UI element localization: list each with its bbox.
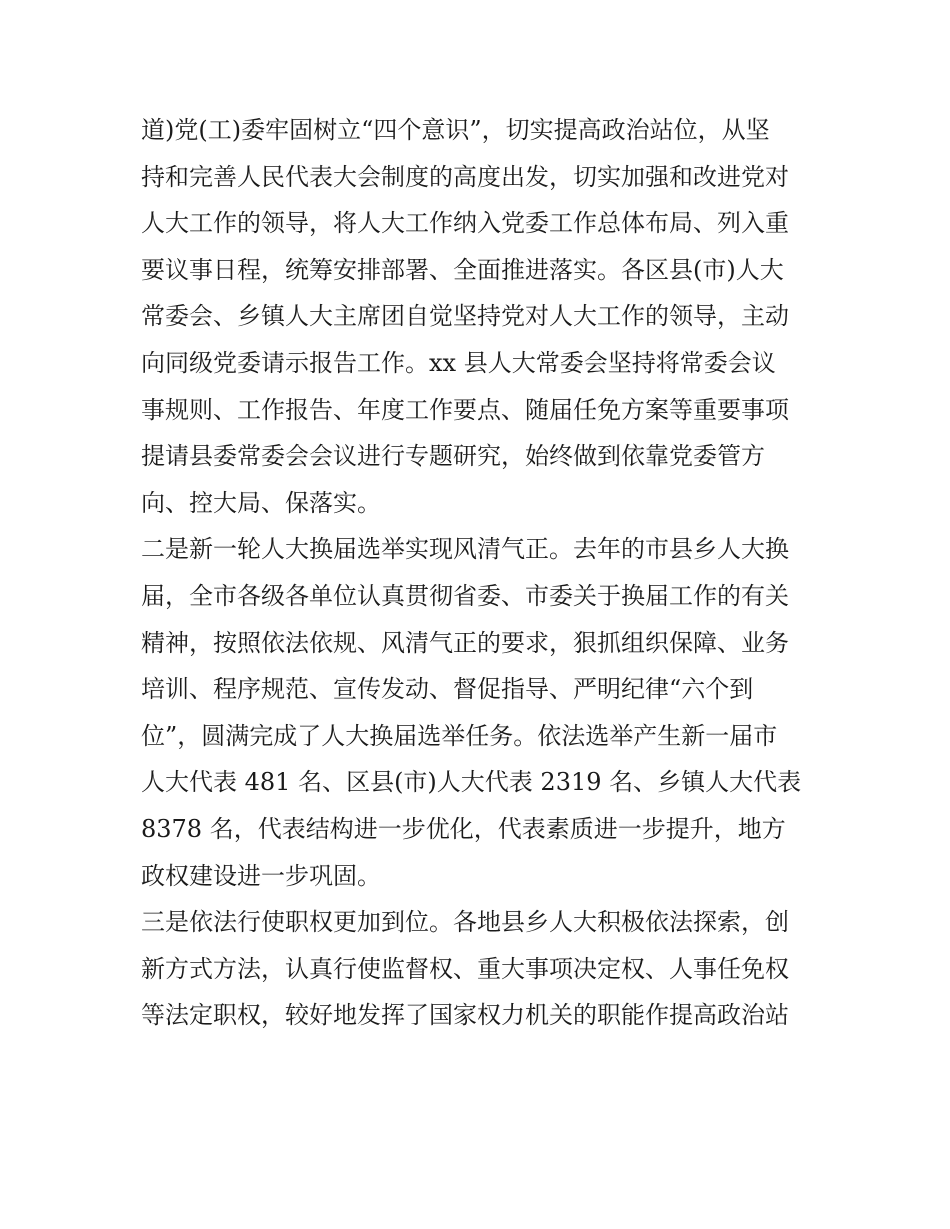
text-line: 道)党(工)委牢固树立“四个意识”，切实提高政治站位，从坚 <box>141 116 770 144</box>
text-line: 要议事日程，统筹安排部署、全面推进落实。各区县(市)人大 <box>141 255 784 284</box>
text-line: 届，全市各级各单位认真贯彻省委、市委关于换届工作的有关 <box>141 581 789 610</box>
text-line: 三是依法行使职权更加到位。各地县乡人大积极依法探索，创 <box>141 908 789 937</box>
text-line: 常委会、乡镇人大主席团自觉坚持党对人大工作的领导，主动 <box>141 302 789 331</box>
text-line: 位”，圆满完成了人大换届选举任务。依法选举产生新一届市 <box>141 721 778 750</box>
text-line: 持和完善人民代表大会制度的高度出发，切实加强和改进党对 <box>141 162 789 191</box>
text-line: 培训、程序规范、宣传发动、督促指导、严明纪律“六个到 <box>141 675 754 704</box>
text-line: 人大代表 481 名、区县(市)人大代表 2319 名、乡镇人大代表 <box>141 768 802 797</box>
text-line: 提请县委常委会会议进行专题研究，始终做到依靠党委管方 <box>141 442 765 471</box>
text-line: 政权建设进一步巩固。 <box>141 861 381 890</box>
text-line: 人大工作的领导，将人大工作纳入党委工作总体布局、列入重 <box>141 209 789 238</box>
text-line: 新方式方法，认真行使监督权、重大事项决定权、人事任免权 <box>141 954 789 983</box>
text-line: 精神，按照依法依规、风清气正的要求，狠抓组织保障、业务 <box>141 628 789 657</box>
text-line: 二是新一轮人大换届选举实现风清气正。去年的市县乡人大换 <box>141 535 789 564</box>
text-line: 事规则、工作报告、年度工作要点、随届任免方案等重要事项 <box>141 395 789 424</box>
text-line: 8378 名，代表结构进一步优化，代表素质进一步提升，地方 <box>141 814 786 843</box>
body-text <box>141 107 813 1039</box>
text-line: 向、控大局、保落实。 <box>141 488 381 517</box>
text-line: 等法定职权，较好地发挥了国家权力机关的职能作提高政治站 <box>141 1001 789 1030</box>
text-line: 向同级党委请示报告工作。xx 县人大常委会坚持将常委会议 <box>141 348 776 377</box>
